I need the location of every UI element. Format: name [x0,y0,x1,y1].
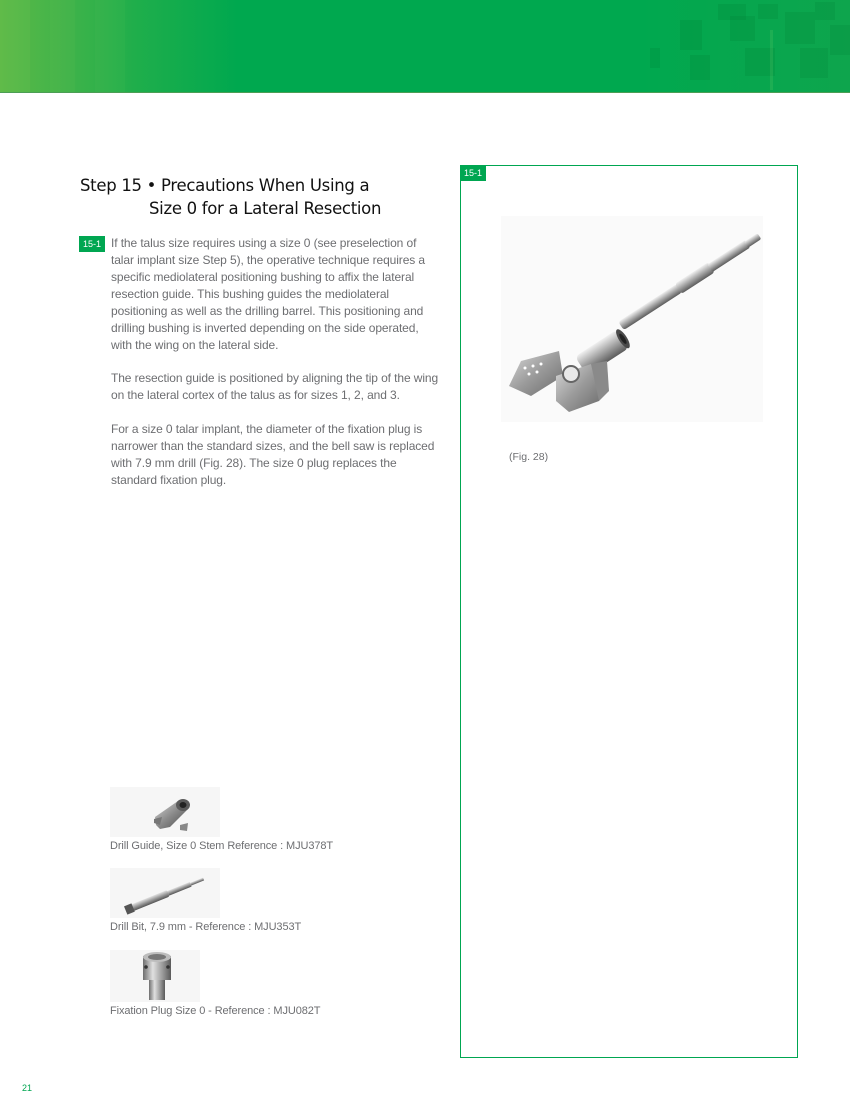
header-banner [0,0,850,93]
drill-guide-image [110,787,220,837]
assembled-drill-guide-with-drill-image [501,216,763,422]
product-caption: Drill Guide, Size 0 Stem Reference : MJU378T [110,840,334,852]
page-number: 21 [22,1083,33,1093]
figure-badge: 15-1 [460,165,486,181]
step-title-line2: Size 0 for a Lateral Resection [149,199,382,219]
step-title [80,174,440,220]
section-badge: 15-1 [79,236,105,252]
product-fixation-plug [110,950,320,1017]
product-caption: Fixation Plug Size 0 - Reference : MJU082T [110,1005,321,1017]
paragraph-bushing: If the talus size requires using a size 0 (see preselection of talar implant size Step 5), the operative technique requires a specific mediolateral positioning bushing to affix the lateral resection guide. This bushing guides the mediolateral positioning as well as the drilling barrel. This positioning and drilling bushing is inverted depending on the side operated, with the wing on the lateral side. [111,236,425,352]
figure-panel [460,165,798,1058]
product-caption: Drill Bit, 7.9 mm - Reference : MJU353T [110,921,302,933]
paragraph-fixation-plug: For a size 0 talar implant, the diameter of the fixation plug is narrower than the standard sizes, and the bell saw is replaced with 7.9 mm drill (Fig. 28). The size 0 plug replaces the standard fixation plug. [111,422,435,487]
paragraph-resection-guide: The resection guide is positioned by aligning the tip of the wing on the lateral cortex of the talus as for sizes 1, 2, and 3. [111,371,439,402]
fixation-plug-image [110,950,200,1002]
drill-bit-image [110,868,220,918]
product-drill-guide [110,787,333,852]
product-drill-bit [110,868,301,933]
figure-caption: (Fig. 28) [509,451,549,463]
step-title-line1: Step 15 • Precautions When Using a [80,176,370,196]
